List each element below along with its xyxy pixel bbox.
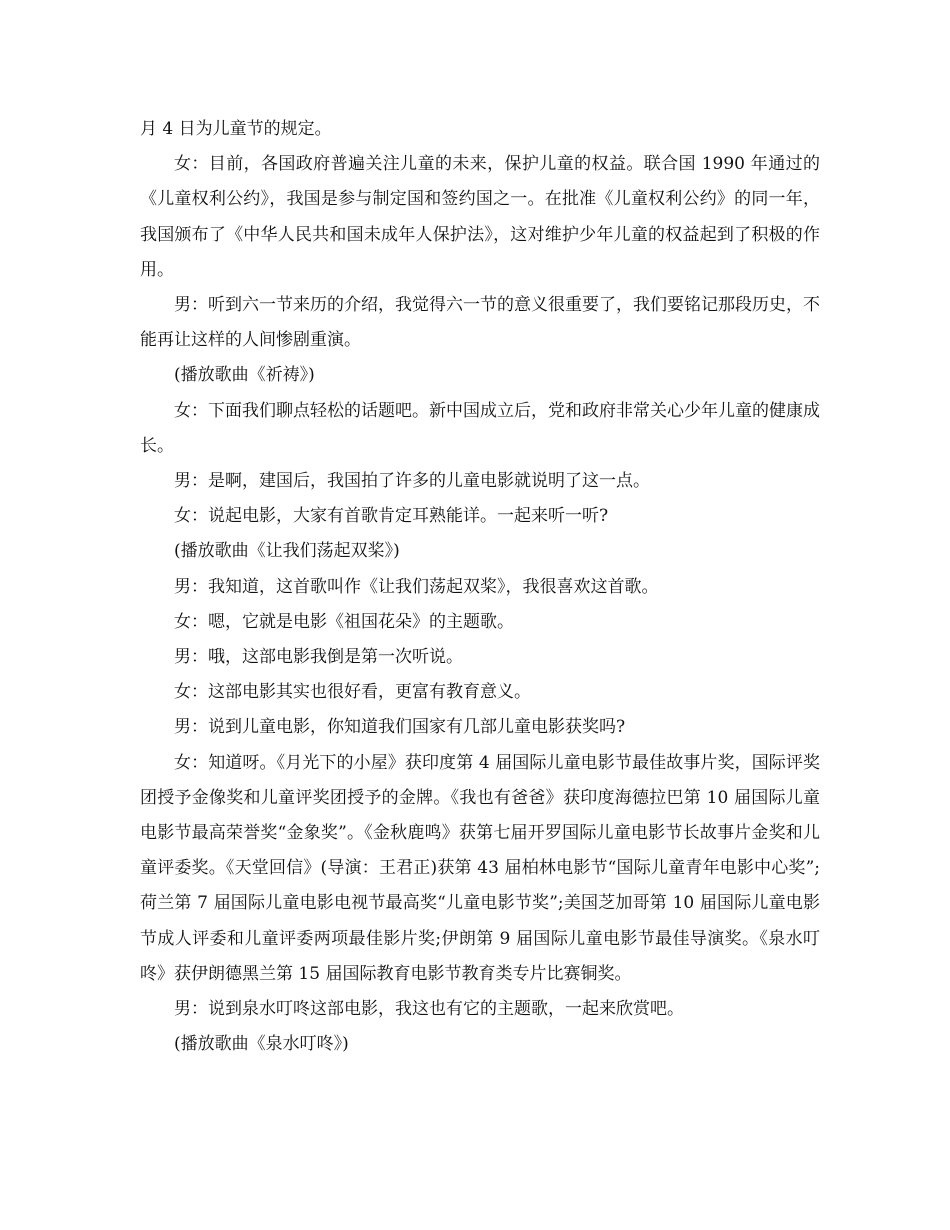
- paragraph: 女：目前，各国政府普遍关注儿童的未来，保护儿童的权益。联合国 1990 年通过的《儿童权利公约》，我国是参与制定国和签约国之一。在批准《儿童权利公约》的同一年，我国颁布了《中华人民共和国未成年人保护法》，这对维护少年儿童的权益起到了积极的作用。: [140, 154, 820, 280]
- paragraph: 月 4 日为儿童节的规定。: [140, 119, 332, 139]
- paragraph: 男：说到儿童电影，你知道我们国家有几部儿童电影获奖吗?: [174, 717, 626, 738]
- stage-direction: (播放歌曲《让我们荡起双桨》): [174, 541, 400, 562]
- stage-direction: (播放歌曲《祈祷》): [174, 365, 315, 386]
- paragraph: 男：我知道，这首歌叫作《让我们荡起双桨》，我很喜欢这首歌。: [174, 576, 659, 597]
- paragraph: 男：是啊，建国后，我国拍了许多的儿童电影就说明了这一点。: [174, 471, 650, 492]
- paragraph: 女：知道呀。《月光下的小屋》获印度第 4 届国际儿童电影节最佳故事片奖，国际评奖团授予金像奖和儿童评奖团授予的金牌。《我也有爸爸》获印度海德拉巴第 10 届国际儿童电影节最高荣誉奖“金象奖”。《金秋鹿鸣》获第七届开罗国际儿童电影节长故事片金奖和儿童评委奖。《天堂回信》(导演：王君正)获第 43 届柏林电影节“国际儿童青年电影中心奖”;荷兰第 7 届国际儿童电影电视节最高奖“儿童电影节奖”;美国芝加哥第 10 届国际儿童电影节成人评委和儿童评委两项最佳影片奖;伊朗第 9 届国际儿童电影节最佳导演奖。《泉水叮咚》获伊朗德黑兰第 15 届国际教育电影节教育类专片比赛铜奖。: [140, 752, 820, 984]
- stage-direction: (播放歌曲《泉水叮咚》): [174, 1034, 349, 1055]
- document-page: [140, 112, 820, 1062]
- paragraph: 男：听到六一节来历的介绍，我觉得六一节的意义很重要了，我们要铭记那段历史，不能再让这样的人间惨剧重演。: [140, 295, 820, 351]
- paragraph: 女：这部电影其实也很好看，更富有教育意义。: [174, 682, 531, 703]
- paragraph: 男：哦，这部电影我倒是第一次听说。: [174, 647, 463, 668]
- paragraph: 男：说到泉水叮咚这部电影，我这也有它的主题歌，一起来欣赏吧。: [174, 999, 684, 1020]
- paragraph: 女：说起电影，大家有首歌肯定耳熟能详。一起来听一听?: [174, 506, 609, 527]
- paragraph: 女：嗯，它就是电影《祖国花朵》的主题歌。: [174, 611, 514, 632]
- paragraph: 女：下面我们聊点轻松的话题吧。新中国成立后，党和政府非常关心少年儿童的健康成长。: [140, 400, 820, 456]
